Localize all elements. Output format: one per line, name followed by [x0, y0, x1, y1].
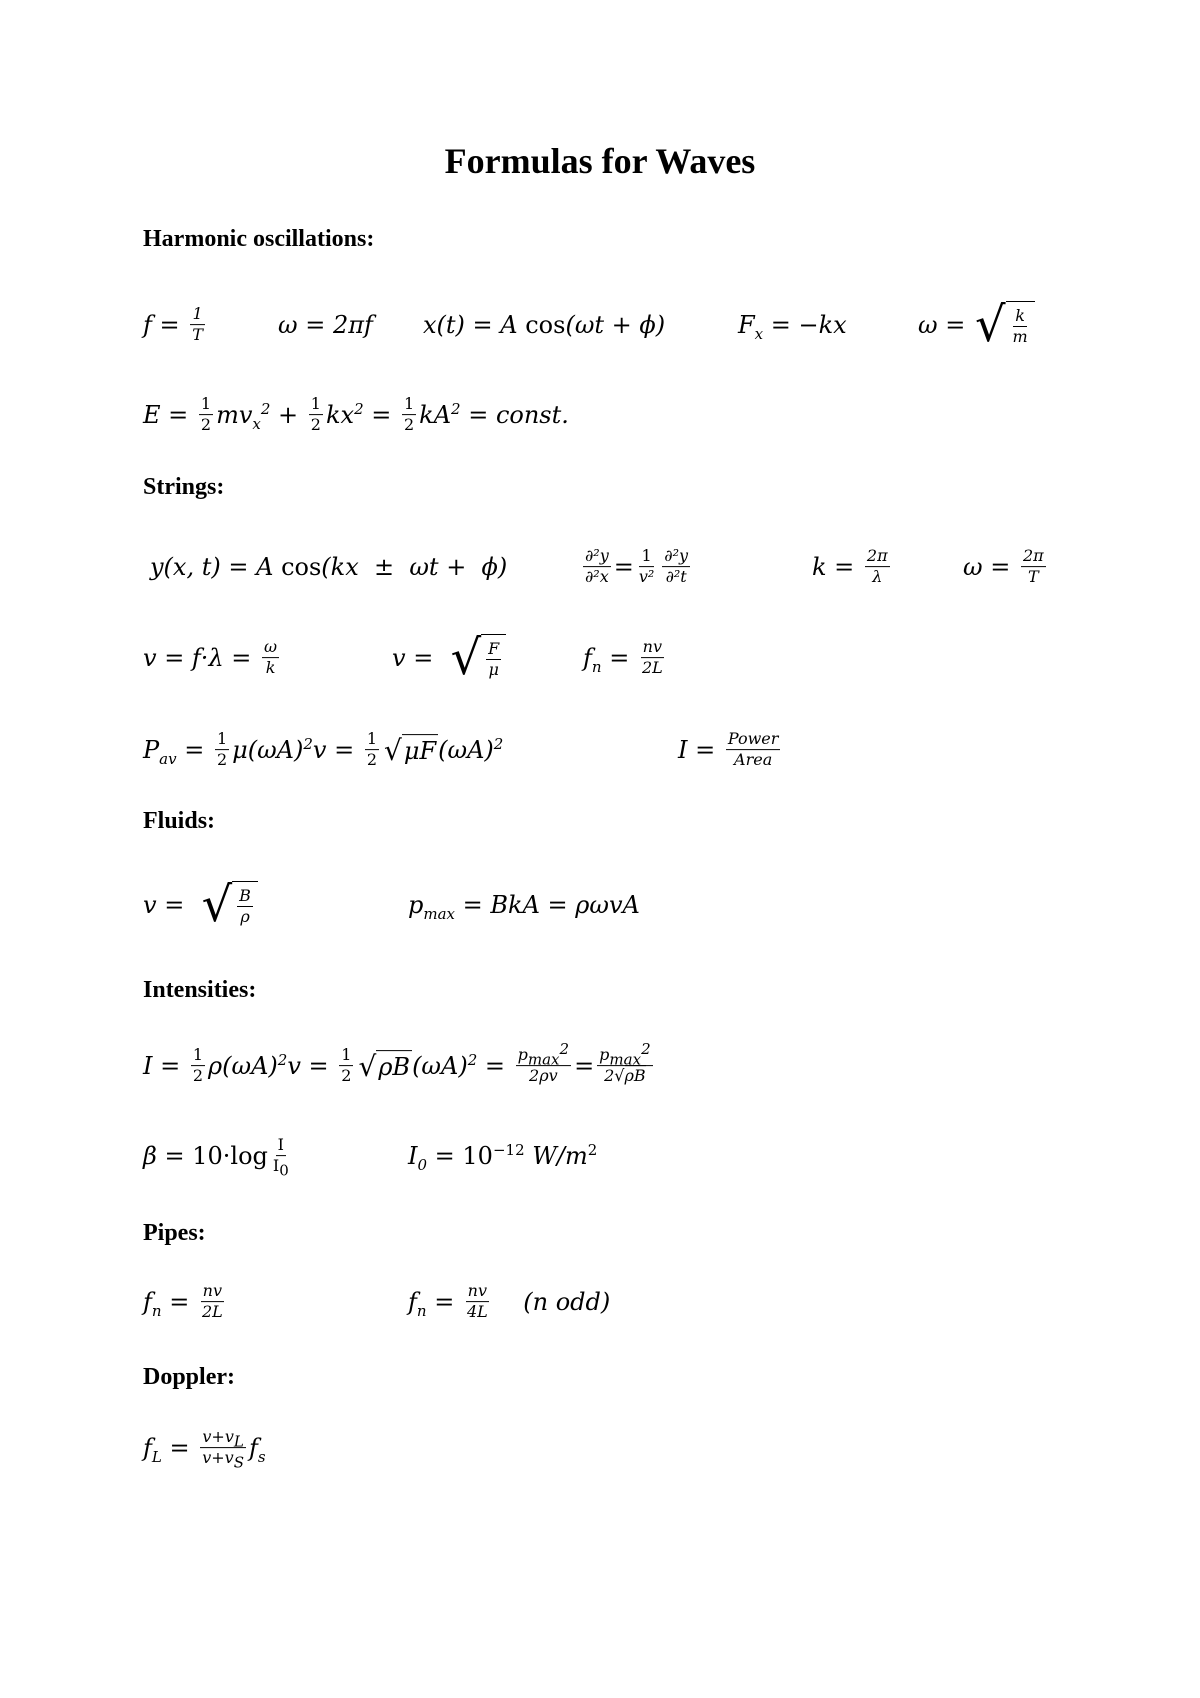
formula-displacement: x(t) = A cos(ωt + ϕ)	[423, 311, 666, 339]
formula-average-power: $P_{av}$ = $\frac{1}{2}$ $\mu(\omega A)^2v$ = $\frac{1}{2}$ √ μF $(\omega A)^2$	[143, 729, 504, 770]
formula-pressure-amplitude: $p_{max}$ = BkA = ρωvA	[408, 891, 640, 923]
heading-fluids: Fluids:	[143, 808, 216, 834]
formula-sound-intensity: I = $\frac{1}{2}$ $\rho(\omega A)^2v$ = $\frac{1}{2}$ √ ρB $(\omega A)^2$ = $\frac{p_{max}^2}{2\rho v}$ = $\frac{p_{max}^2}{2√\rho B}$	[143, 1039, 651, 1086]
formula-intensity-definition: I = $\frac{\text{Power}}{\text{Area}}$	[678, 729, 779, 770]
heading-doppler: Doppler:	[143, 1364, 235, 1390]
formula-string-harmonics: $f_n$ = $\frac{nv}{2L}$	[583, 637, 663, 678]
formula-sound-level: β = 10·log $\frac{I}{I_0}$	[143, 1135, 289, 1180]
formula-closed-pipe-harmonics: $f_n$ = $\frac{nv}{4L}$ (n odd)	[408, 1281, 611, 1322]
formula-angular-frequency-period: ω = $\frac{2\pi}{T}$	[963, 546, 1044, 587]
formula-wave-speed: v = f·λ = $\frac{\omega}{k}$	[143, 637, 278, 678]
formula-string-speed: v = √ $\frac{F}{\mu}$	[392, 634, 506, 682]
formula-fluid-speed: v = √ $\frac{B}{\rho}$	[143, 881, 258, 929]
formula-angular-frequency: ω = 2πf	[278, 311, 373, 339]
page-title: Formulas for Waves	[444, 141, 756, 181]
heading-harmonic-oscillations: Harmonic oscillations:	[143, 226, 375, 252]
formula-doppler-effect: $f_L$ = $\frac{v+v_L}{v+v_S}$ $f_s$	[143, 1427, 266, 1472]
formula-wave-equation: $\frac{\text{∂²y}}{\text{∂²x}}$ = $\frac{1}{\text{v²}}$ $\frac{\text{∂²y}}{\text{∂²t}}$	[585, 546, 689, 587]
formula-angular-frequency-spring: ω = √ $\frac{k}{m}$	[918, 301, 1035, 349]
formula-energy: E = $\frac{1}{2}$ $mv_x^2$ + $\frac{1}{2}$ $kx^2$ = $\frac{1}{2}$ $kA^2$ = const.	[143, 394, 569, 435]
heading-strings: Strings:	[143, 474, 225, 500]
heading-pipes: Pipes:	[143, 1220, 206, 1246]
formula-wave-number: k = $\frac{2\pi}{\lambda}$	[812, 546, 888, 587]
formula-open-pipe-harmonics: $f_n$ = $\frac{nv}{2L}$	[143, 1281, 223, 1322]
formula-wave-function: y(x, t) = A cos(kx ± ωt + ϕ)	[150, 553, 508, 581]
formula-reference-intensity: $I_0 = 10^{-12}$ $W/m^2$	[408, 1141, 598, 1174]
heading-intensities: Intensities:	[143, 977, 257, 1003]
formula-frequency-period: f = $\frac{1}{T}$	[143, 304, 203, 345]
formula-hookes-law: $F_x = -kx$	[738, 311, 847, 343]
